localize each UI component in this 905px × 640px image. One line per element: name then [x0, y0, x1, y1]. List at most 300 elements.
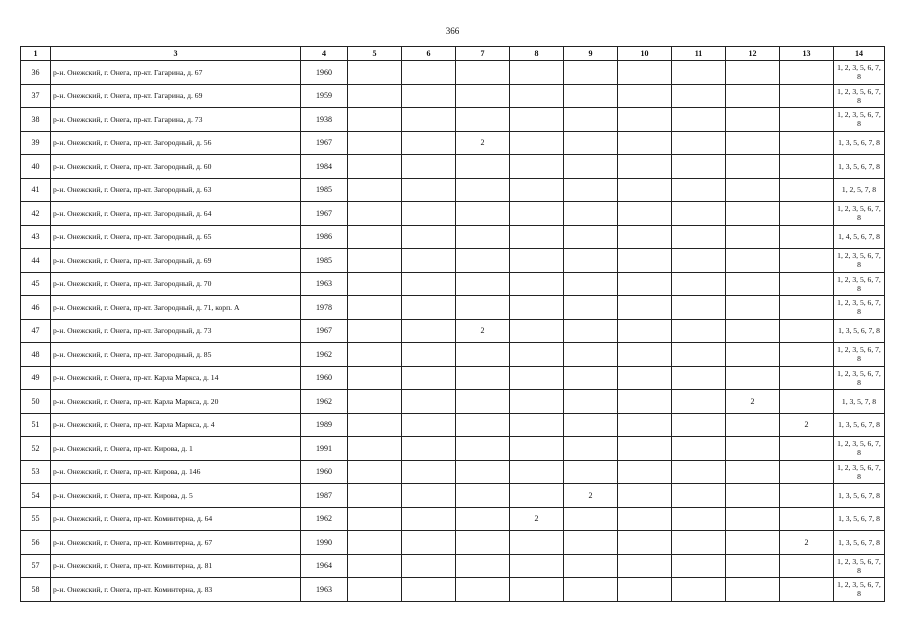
- col5-cell: [348, 108, 402, 132]
- col7-cell: [456, 178, 510, 202]
- row-number: 45: [21, 272, 51, 296]
- row-number: 41: [21, 178, 51, 202]
- address-cell: р-н. Онежский, г. Онега, пр-кт. Кирова, д. 1: [51, 437, 301, 461]
- col13-cell: [780, 225, 834, 249]
- table-row: [21, 319, 885, 343]
- col11-cell: [672, 507, 726, 531]
- col8-cell: [510, 366, 564, 390]
- year-cell: 1960: [301, 366, 348, 390]
- row-number: 56: [21, 531, 51, 555]
- col9-cell: [564, 578, 618, 602]
- row-number: 42: [21, 202, 51, 226]
- col7-cell: [456, 343, 510, 367]
- col14-cell: 1, 3, 5, 6, 7, 8: [834, 413, 885, 437]
- col9-cell: [564, 61, 618, 85]
- col7-cell: [456, 437, 510, 461]
- col12-cell: [726, 578, 780, 602]
- col9-cell: [564, 343, 618, 367]
- col10-cell: [618, 84, 672, 108]
- col8-cell: [510, 178, 564, 202]
- col14-cell: 1, 2, 3, 5, 6, 7, 8: [834, 578, 885, 602]
- row-number: 49: [21, 366, 51, 390]
- column-header: 8: [510, 47, 564, 61]
- col6-cell: [402, 84, 456, 108]
- address-cell: р-н. Онежский, г. Онега, пр-кт. Карла Маркса, д. 4: [51, 413, 301, 437]
- table-row: [21, 460, 885, 484]
- table-row: [21, 155, 885, 179]
- table-row: [21, 578, 885, 602]
- address-cell: р-н. Онежский, г. Онега, пр-кт. Коминтерна, д. 81: [51, 554, 301, 578]
- col14-cell: 1, 3, 5, 6, 7, 8: [834, 319, 885, 343]
- col8-cell: [510, 272, 564, 296]
- col14-cell: 1, 2, 3, 5, 6, 7, 8: [834, 249, 885, 273]
- col6-cell: [402, 225, 456, 249]
- col5-cell: [348, 343, 402, 367]
- col12-cell: [726, 554, 780, 578]
- row-number: 50: [21, 390, 51, 414]
- col11-cell: [672, 155, 726, 179]
- address-cell: р-н. Онежский, г. Онега, пр-кт. Загородный, д. 71, корп. А: [51, 296, 301, 320]
- col7-cell: [456, 507, 510, 531]
- col14-cell: 1, 2, 3, 5, 6, 7, 8: [834, 437, 885, 461]
- row-number: 57: [21, 554, 51, 578]
- table-row: [21, 413, 885, 437]
- col5-cell: [348, 84, 402, 108]
- col9-cell: [564, 319, 618, 343]
- address-cell: р-н. Онежский, г. Онега, пр-кт. Карла Маркса, д. 14: [51, 366, 301, 390]
- address-cell: р-н. Онежский, г. Онега, пр-кт. Загородный, д. 63: [51, 178, 301, 202]
- header-row: [21, 47, 885, 61]
- row-number: 43: [21, 225, 51, 249]
- col14-cell: 1, 3, 5, 6, 7, 8: [834, 507, 885, 531]
- col14-cell: 1, 2, 5, 7, 8: [834, 178, 885, 202]
- col5-cell: [348, 272, 402, 296]
- col10-cell: [618, 578, 672, 602]
- col11-cell: [672, 178, 726, 202]
- column-header: 14: [834, 47, 885, 61]
- address-cell: р-н. Онежский, г. Онега, пр-кт. Загородный, д. 64: [51, 202, 301, 226]
- year-cell: 1991: [301, 437, 348, 461]
- row-number: 58: [21, 578, 51, 602]
- col9-cell: [564, 413, 618, 437]
- col12-cell: [726, 319, 780, 343]
- col12-cell: [726, 437, 780, 461]
- column-header: 4: [301, 47, 348, 61]
- col8-cell: [510, 554, 564, 578]
- col10-cell: [618, 108, 672, 132]
- year-cell: 1986: [301, 225, 348, 249]
- col12-cell: [726, 343, 780, 367]
- col11-cell: [672, 61, 726, 85]
- col14-cell: 1, 4, 5, 6, 7, 8: [834, 225, 885, 249]
- col11-cell: [672, 202, 726, 226]
- col13-cell: [780, 272, 834, 296]
- col7-cell: [456, 390, 510, 414]
- col6-cell: [402, 319, 456, 343]
- col10-cell: [618, 531, 672, 555]
- col6-cell: [402, 61, 456, 85]
- col9-cell: [564, 507, 618, 531]
- col11-cell: [672, 319, 726, 343]
- col5-cell: [348, 554, 402, 578]
- col13-cell: [780, 554, 834, 578]
- col8-cell: [510, 460, 564, 484]
- col13-cell: [780, 460, 834, 484]
- col8-cell: [510, 225, 564, 249]
- col11-cell: [672, 84, 726, 108]
- col10-cell: [618, 460, 672, 484]
- column-header: 9: [564, 47, 618, 61]
- table-row: [21, 554, 885, 578]
- col14-cell: 1, 3, 5, 6, 7, 8: [834, 531, 885, 555]
- col12-cell: [726, 531, 780, 555]
- col10-cell: [618, 155, 672, 179]
- col12-cell: 2: [726, 390, 780, 414]
- col8-cell: [510, 296, 564, 320]
- col5-cell: [348, 225, 402, 249]
- col6-cell: [402, 413, 456, 437]
- address-cell: р-н. Онежский, г. Онега, пр-кт. Загородный, д. 85: [51, 343, 301, 367]
- col5-cell: [348, 578, 402, 602]
- col11-cell: [672, 343, 726, 367]
- row-number: 52: [21, 437, 51, 461]
- col13-cell: [780, 61, 834, 85]
- col7-cell: [456, 249, 510, 273]
- col7-cell: [456, 484, 510, 508]
- table-row: [21, 108, 885, 132]
- col6-cell: [402, 131, 456, 155]
- col6-cell: [402, 507, 456, 531]
- col5-cell: [348, 296, 402, 320]
- column-header: 11: [672, 47, 726, 61]
- col13-cell: [780, 202, 834, 226]
- col5-cell: [348, 131, 402, 155]
- col13-cell: [780, 131, 834, 155]
- col6-cell: [402, 531, 456, 555]
- col6-cell: [402, 272, 456, 296]
- col13-cell: [780, 343, 834, 367]
- col7-cell: [456, 531, 510, 555]
- table-row: [21, 390, 885, 414]
- col14-cell: 1, 3, 5, 6, 7, 8: [834, 155, 885, 179]
- col13-cell: [780, 155, 834, 179]
- col5-cell: [348, 319, 402, 343]
- address-cell: р-н. Онежский, г. Онега, пр-кт. Загородный, д. 56: [51, 131, 301, 155]
- col11-cell: [672, 249, 726, 273]
- col14-cell: 1, 2, 3, 5, 6, 7, 8: [834, 61, 885, 85]
- col7-cell: [456, 61, 510, 85]
- col12-cell: [726, 484, 780, 508]
- col12-cell: [726, 413, 780, 437]
- row-number: 51: [21, 413, 51, 437]
- col9-cell: [564, 390, 618, 414]
- col13-cell: [780, 178, 834, 202]
- address-cell: р-н. Онежский, г. Онега, пр-кт. Загородный, д. 69: [51, 249, 301, 273]
- row-number: 48: [21, 343, 51, 367]
- housing-register-table: [20, 46, 885, 602]
- address-cell: р-н. Онежский, г. Онега, пр-кт. Загородный, д. 65: [51, 225, 301, 249]
- col10-cell: [618, 225, 672, 249]
- year-cell: 1959: [301, 84, 348, 108]
- col8-cell: [510, 531, 564, 555]
- col10-cell: [618, 272, 672, 296]
- year-cell: 1987: [301, 484, 348, 508]
- col5-cell: [348, 178, 402, 202]
- address-cell: р-н. Онежский, г. Онега, пр-кт. Коминтерна, д. 83: [51, 578, 301, 602]
- col5-cell: [348, 61, 402, 85]
- address-cell: р-н. Онежский, г. Онега, пр-кт. Загородный, д. 70: [51, 272, 301, 296]
- col11-cell: [672, 366, 726, 390]
- year-cell: 1978: [301, 296, 348, 320]
- col6-cell: [402, 366, 456, 390]
- address-cell: р-н. Онежский, г. Онега, пр-кт. Кирова, д. 146: [51, 460, 301, 484]
- col5-cell: [348, 484, 402, 508]
- col7-cell: [456, 84, 510, 108]
- col9-cell: [564, 249, 618, 273]
- col13-cell: [780, 249, 834, 273]
- col11-cell: [672, 272, 726, 296]
- row-number: 38: [21, 108, 51, 132]
- col9-cell: 2: [564, 484, 618, 508]
- year-cell: 1984: [301, 155, 348, 179]
- col14-cell: 1, 2, 3, 5, 6, 7, 8: [834, 554, 885, 578]
- col11-cell: [672, 437, 726, 461]
- col8-cell: [510, 108, 564, 132]
- col14-cell: 1, 2, 3, 5, 6, 7, 8: [834, 108, 885, 132]
- table-row: [21, 531, 885, 555]
- col7-cell: [456, 155, 510, 179]
- address-cell: р-н. Онежский, г. Онега, пр-кт. Загородный, д. 60: [51, 155, 301, 179]
- col8-cell: [510, 249, 564, 273]
- col6-cell: [402, 155, 456, 179]
- col8-cell: [510, 319, 564, 343]
- year-cell: 1962: [301, 507, 348, 531]
- col11-cell: [672, 131, 726, 155]
- col12-cell: [726, 225, 780, 249]
- col10-cell: [618, 343, 672, 367]
- table-row: [21, 202, 885, 226]
- col12-cell: [726, 249, 780, 273]
- col9-cell: [564, 225, 618, 249]
- col13-cell: [780, 578, 834, 602]
- col10-cell: [618, 319, 672, 343]
- year-cell: 1990: [301, 531, 348, 555]
- col7-cell: [456, 202, 510, 226]
- col10-cell: [618, 554, 672, 578]
- col5-cell: [348, 460, 402, 484]
- table-row: [21, 437, 885, 461]
- year-cell: 1962: [301, 390, 348, 414]
- col6-cell: [402, 202, 456, 226]
- table-row: [21, 507, 885, 531]
- col8-cell: [510, 437, 564, 461]
- col12-cell: [726, 202, 780, 226]
- col8-cell: [510, 343, 564, 367]
- column-header: 3: [51, 47, 301, 61]
- col12-cell: [726, 61, 780, 85]
- col11-cell: [672, 460, 726, 484]
- column-header: 12: [726, 47, 780, 61]
- col9-cell: [564, 108, 618, 132]
- col14-cell: 1, 2, 3, 5, 6, 7, 8: [834, 296, 885, 320]
- table-row: [21, 366, 885, 390]
- col5-cell: [348, 366, 402, 390]
- column-header: 10: [618, 47, 672, 61]
- col7-cell: [456, 225, 510, 249]
- col11-cell: [672, 554, 726, 578]
- col14-cell: 1, 2, 3, 5, 6, 7, 8: [834, 272, 885, 296]
- col9-cell: [564, 131, 618, 155]
- col13-cell: [780, 366, 834, 390]
- col14-cell: 1, 3, 5, 7, 8: [834, 390, 885, 414]
- col9-cell: [564, 84, 618, 108]
- column-header: 7: [456, 47, 510, 61]
- col9-cell: [564, 460, 618, 484]
- col5-cell: [348, 249, 402, 273]
- col6-cell: [402, 390, 456, 414]
- col12-cell: [726, 108, 780, 132]
- col13-cell: [780, 390, 834, 414]
- col11-cell: [672, 531, 726, 555]
- col13-cell: 2: [780, 531, 834, 555]
- row-number: 39: [21, 131, 51, 155]
- col11-cell: [672, 390, 726, 414]
- address-cell: р-н. Онежский, г. Онега, пр-кт. Коминтерна, д. 67: [51, 531, 301, 555]
- page-number: 366: [445, 26, 460, 36]
- row-number: 55: [21, 507, 51, 531]
- col6-cell: [402, 437, 456, 461]
- address-cell: р-н. Онежский, г. Онега, пр-кт. Карла Маркса, д. 20: [51, 390, 301, 414]
- col11-cell: [672, 296, 726, 320]
- col9-cell: [564, 155, 618, 179]
- col8-cell: [510, 131, 564, 155]
- col12-cell: [726, 131, 780, 155]
- col8-cell: [510, 61, 564, 85]
- col7-cell: [456, 366, 510, 390]
- col6-cell: [402, 554, 456, 578]
- col8-cell: [510, 202, 564, 226]
- table-row: [21, 272, 885, 296]
- col9-cell: [564, 272, 618, 296]
- col8-cell: [510, 484, 564, 508]
- col10-cell: [618, 61, 672, 85]
- col9-cell: [564, 296, 618, 320]
- year-cell: 1962: [301, 343, 348, 367]
- col14-cell: 1, 2, 3, 5, 6, 7, 8: [834, 343, 885, 367]
- col6-cell: [402, 484, 456, 508]
- col10-cell: [618, 249, 672, 273]
- col11-cell: [672, 108, 726, 132]
- col10-cell: [618, 413, 672, 437]
- col9-cell: [564, 531, 618, 555]
- col13-cell: [780, 437, 834, 461]
- address-cell: р-н. Онежский, г. Онега, пр-кт. Гагарина, д. 67: [51, 61, 301, 85]
- year-cell: 1960: [301, 460, 348, 484]
- col12-cell: [726, 507, 780, 531]
- address-cell: р-н. Онежский, г. Онега, пр-кт. Коминтерна, д. 64: [51, 507, 301, 531]
- col12-cell: [726, 178, 780, 202]
- col13-cell: [780, 484, 834, 508]
- year-cell: 1967: [301, 319, 348, 343]
- col9-cell: [564, 437, 618, 461]
- col10-cell: [618, 390, 672, 414]
- table-body: [21, 61, 885, 602]
- col9-cell: [564, 554, 618, 578]
- address-cell: р-н. Онежский, г. Онега, пр-кт. Гагарина, д. 69: [51, 84, 301, 108]
- col8-cell: [510, 84, 564, 108]
- column-header: 1: [21, 47, 51, 61]
- col7-cell: [456, 272, 510, 296]
- col12-cell: [726, 366, 780, 390]
- col7-cell: [456, 413, 510, 437]
- col10-cell: [618, 437, 672, 461]
- table-row: [21, 249, 885, 273]
- row-number: 46: [21, 296, 51, 320]
- col5-cell: [348, 437, 402, 461]
- col14-cell: 1, 2, 3, 5, 6, 7, 8: [834, 84, 885, 108]
- row-number: 53: [21, 460, 51, 484]
- table-row: [21, 343, 885, 367]
- col5-cell: [348, 202, 402, 226]
- col12-cell: [726, 296, 780, 320]
- col7-cell: [456, 578, 510, 602]
- column-header: 5: [348, 47, 402, 61]
- col9-cell: [564, 178, 618, 202]
- table-row: [21, 225, 885, 249]
- column-header: 13: [780, 47, 834, 61]
- col13-cell: [780, 507, 834, 531]
- column-header: 6: [402, 47, 456, 61]
- row-number: 54: [21, 484, 51, 508]
- address-cell: р-н. Онежский, г. Онега, пр-кт. Гагарина, д. 73: [51, 108, 301, 132]
- col12-cell: [726, 84, 780, 108]
- year-cell: 1967: [301, 202, 348, 226]
- table-row: [21, 484, 885, 508]
- row-number: 37: [21, 84, 51, 108]
- table-row: [21, 84, 885, 108]
- year-cell: 1985: [301, 178, 348, 202]
- col11-cell: [672, 484, 726, 508]
- col7-cell: 2: [456, 131, 510, 155]
- col7-cell: 2: [456, 319, 510, 343]
- col9-cell: [564, 202, 618, 226]
- address-cell: р-н. Онежский, г. Онега, пр-кт. Кирова, д. 5: [51, 484, 301, 508]
- col14-cell: 1, 2, 3, 5, 6, 7, 8: [834, 460, 885, 484]
- col8-cell: 2: [510, 507, 564, 531]
- col7-cell: [456, 108, 510, 132]
- col8-cell: [510, 413, 564, 437]
- col11-cell: [672, 578, 726, 602]
- col5-cell: [348, 507, 402, 531]
- col6-cell: [402, 296, 456, 320]
- table-row: [21, 296, 885, 320]
- col13-cell: [780, 319, 834, 343]
- year-cell: 1989: [301, 413, 348, 437]
- col8-cell: [510, 578, 564, 602]
- col6-cell: [402, 108, 456, 132]
- col13-cell: [780, 296, 834, 320]
- row-number: 47: [21, 319, 51, 343]
- table-row: [21, 131, 885, 155]
- col13-cell: [780, 108, 834, 132]
- col10-cell: [618, 202, 672, 226]
- year-cell: 1960: [301, 61, 348, 85]
- col12-cell: [726, 155, 780, 179]
- col10-cell: [618, 131, 672, 155]
- col10-cell: [618, 366, 672, 390]
- col7-cell: [456, 460, 510, 484]
- col13-cell: 2: [780, 413, 834, 437]
